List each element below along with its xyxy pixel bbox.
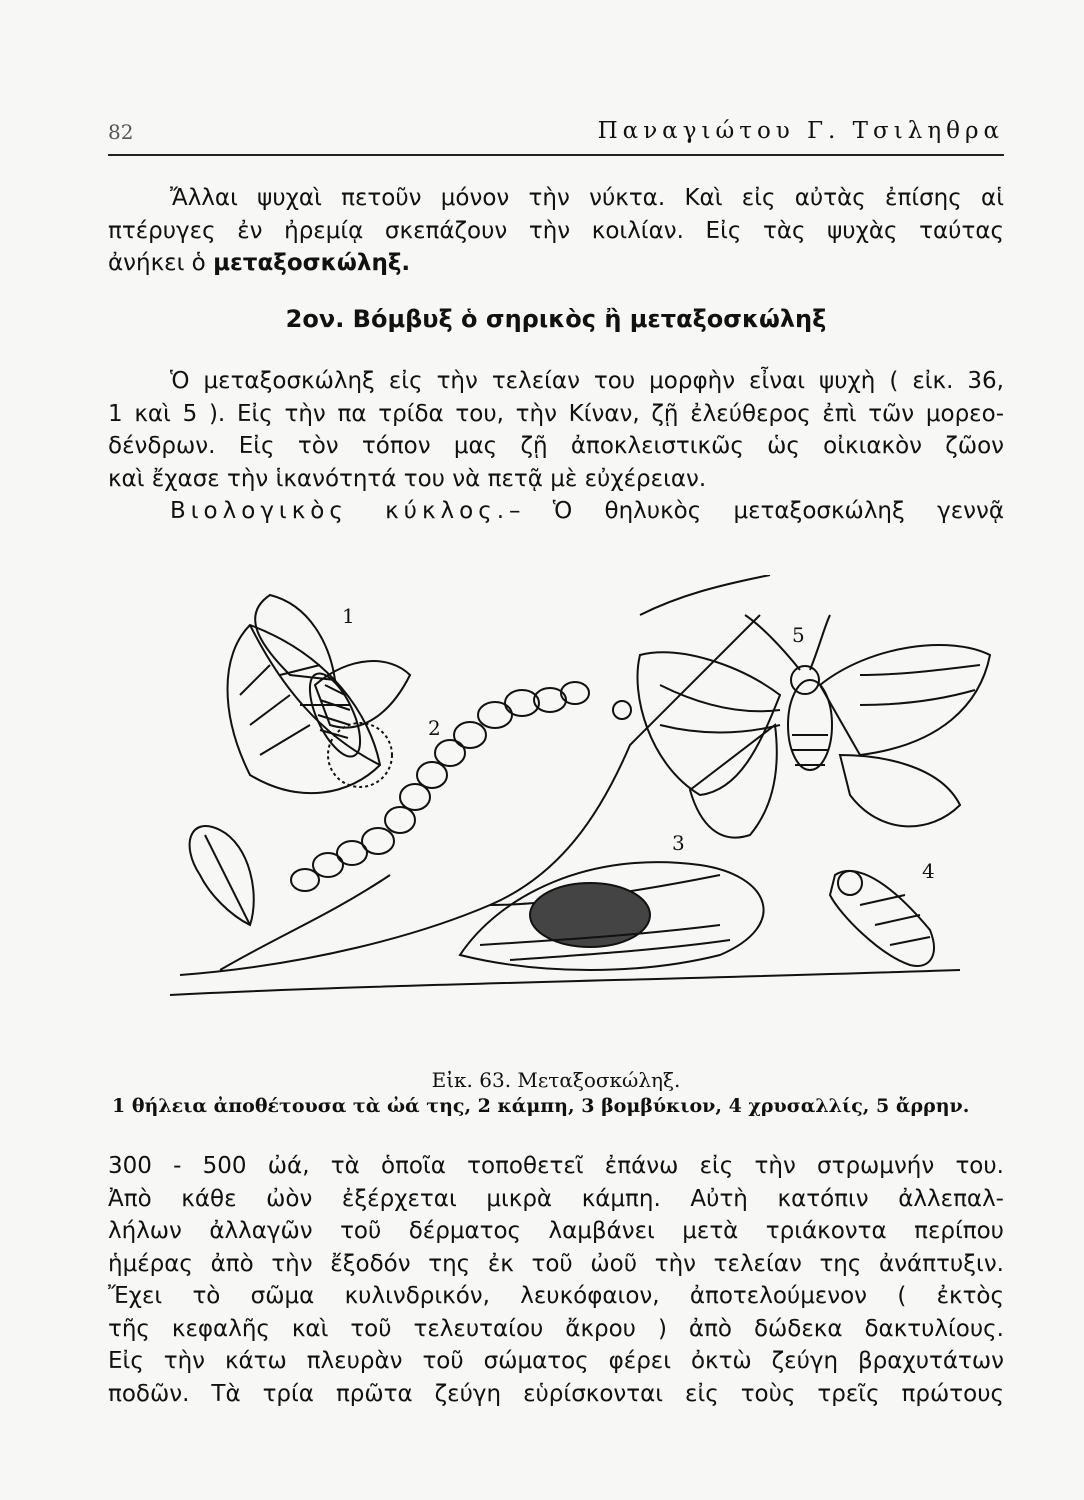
- caterpillar-head: [613, 701, 631, 719]
- moth-wing: [690, 725, 777, 838]
- figure-label-1: 1: [342, 604, 355, 628]
- text-line: 1 καὶ 5 ). Εἰς τὴν πα τρίδα του, τὴν Κίναν, ζῇ ἐλεύθερος ἐπὶ τῶν μορεο-: [108, 400, 1004, 427]
- silkworm-illustration: [160, 575, 1000, 1005]
- chrysalis-head: [838, 871, 862, 895]
- text-line: Ἔχει τὸ σῶμα κυλινδρικόν, λευκόφαιον, ἀποτελούμενον ( ἐκτὸς: [108, 1283, 1004, 1309]
- chrysalis-segment: [860, 895, 930, 945]
- text-line: Ἄλλαι ψυχαὶ πετοῦν μόνον τὴν νύκτα. Καὶ εἰς αὐτὰς ἐπίσης αἱ: [170, 185, 1004, 211]
- text-fragment: – Ὁ θηλυκὸς μεταξοσκώληξ γεννᾷ: [509, 498, 1004, 524]
- text-line: ἡμέρας ἀπὸ τὴν ἔξοδόν της ἐκ τοῦ ὠοῦ τὴν τελείαν της ἀνάπτυξιν.: [108, 1250, 1004, 1277]
- wing-vein: [660, 665, 980, 733]
- caterpillar-segment: [478, 702, 512, 728]
- text-line: πτέρυγες ἐν ἠρεμίᾳ σκεπάζουν τὴν κοιλίαν. Εἰς τὰς ψυχὰς ταύτας: [108, 217, 1004, 244]
- chrysalis: [830, 871, 934, 966]
- text-line: τῆς κεφαλῆς καὶ τοῦ τελευταίου ἄκρου ) ἀπὸ δώδεκα δακτυλίους.: [108, 1315, 1004, 1342]
- caterpillar-segment: [385, 807, 415, 833]
- page-number: 82: [108, 120, 134, 144]
- text-line: καὶ ἔχασε τὴν ἱκανότητά του νὰ πετᾷ μὲ εὐχέρειαν.: [108, 465, 707, 492]
- text-line: δένδρων. Εἰς τὸν τόπον μας ζῇ ἀποκλειστικῶς ὡς οἰκιακὸν ζῶον: [108, 433, 1004, 459]
- text-line: ποδῶν. Τὰ τρία πρῶτα ζεύγη εὑρίσκονται εἰς τοὺς τρεῖς πρώτους: [108, 1380, 1004, 1407]
- caterpillar: [291, 682, 631, 891]
- caterpillar-segment: [435, 740, 465, 766]
- figure-caption-legend: 1 θήλεια ἀποθέτουσα τὰ ὠά της, 2 κάμπη, 3 βομβύκιον, 4 χρυσαλλίς, 5 ἄρρην.: [112, 1095, 970, 1117]
- text-line: Ἀπὸ κάθε ὠὸν ἐξέρχεται μικρὰ κάμπη. Αὐτὴ κατόπιν ἀλλεπαλ-: [108, 1185, 1004, 1212]
- male-moth: [638, 615, 991, 838]
- paragraph-life-cycle: [108, 495, 1004, 528]
- spaced-term: Βιολογικὸς κύκλος.: [170, 498, 509, 524]
- text-line: [108, 495, 1004, 528]
- intro-paragraph: [108, 182, 1004, 280]
- moth-wing: [840, 755, 960, 826]
- text-line: [108, 247, 1004, 280]
- text-line: Ὁ μεταξοσκώληξ εἰς τὴν τελείαν του μορφὴν εἶναι ψυχὴ ( εἰκ. 36,: [170, 368, 1004, 394]
- caterpillar-segment: [561, 682, 589, 704]
- moth-antenna: [745, 615, 830, 670]
- mulberry-leaf: [228, 625, 381, 793]
- caterpillar-segment: [417, 762, 447, 788]
- small-leaf: [190, 826, 254, 925]
- paragraph-larva: [108, 1150, 1004, 1410]
- section-title: 2ον. Βόμβυξ ὁ σηρικὸς ἢ μεταξοσκώληξ: [285, 305, 827, 333]
- figure-label-2: 2: [428, 716, 441, 740]
- text-fragment: ἀνήκει ὁ: [108, 250, 206, 276]
- text-line: λήλων ἀλλαγῶν τοῦ δέρματος λαμβάνει μετὰ τριάκοντα περίπου: [108, 1218, 1004, 1244]
- moth-wing: [820, 645, 990, 755]
- figure-label-3: 3: [672, 831, 685, 855]
- figure-caption-title: Εἰκ. 63. Μεταξοσκώληξ.: [431, 1068, 681, 1092]
- moth-wing: [638, 652, 781, 795]
- ground-line: [170, 970, 960, 995]
- caterpillar-segment: [454, 722, 486, 748]
- figure-label-4: 4: [922, 859, 935, 883]
- leaf-vein: [205, 835, 250, 925]
- caterpillar-segment: [400, 784, 430, 810]
- paragraph-description: [108, 365, 1004, 495]
- caterpillar-segment: [362, 828, 394, 854]
- text-line: 300 - 500 ὠά, τὰ ὁποῖα τοποθετεῖ ἐπάνω εἰς τὴν στρωμνήν του.: [108, 1153, 1004, 1179]
- page-header: [108, 118, 1004, 156]
- text-line: Εἰς τὴν κάτω πλευρὰν τοῦ σώματος φέρει ὀκτὼ ζεύγη βραχυτάτων: [108, 1348, 1004, 1374]
- running-head: Παναγιώτου Γ. Τσιληθρα: [597, 118, 1004, 144]
- branch-tip: [640, 575, 770, 615]
- bold-term: μεταξοσκώληξ.: [213, 250, 411, 276]
- figure-label-5: 5: [792, 623, 805, 647]
